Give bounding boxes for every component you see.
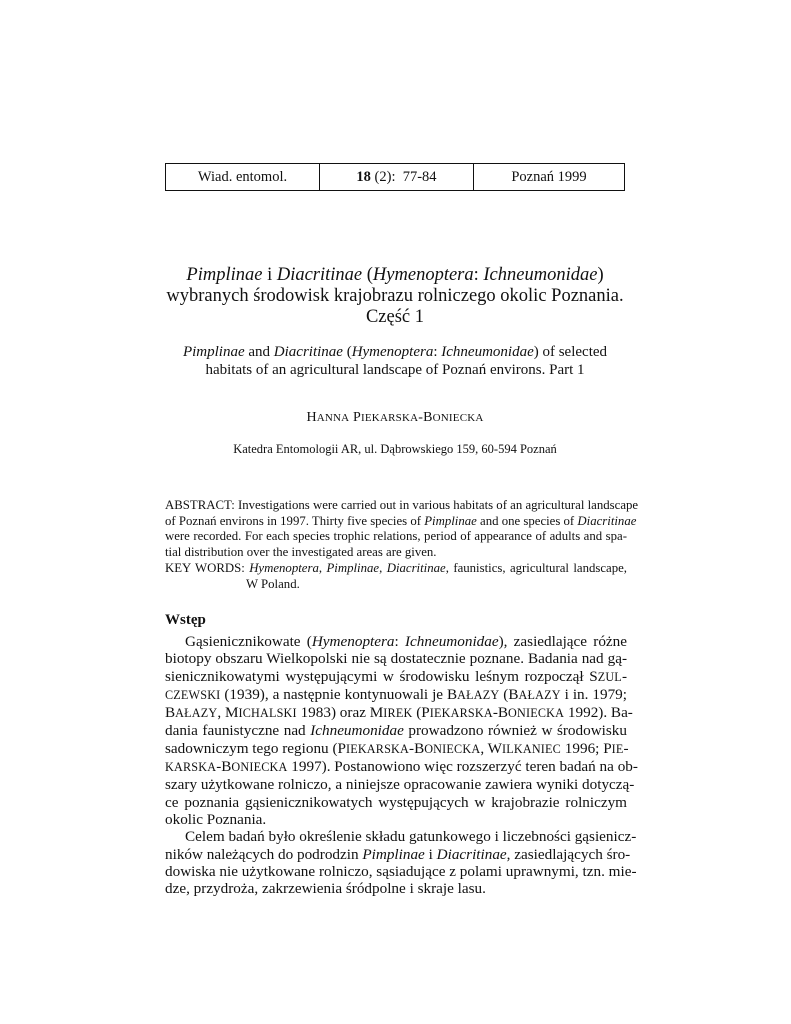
body-text-run: AŁAZY [457, 687, 500, 702]
english-title-line-1 [165, 343, 625, 361]
journal-header-table [165, 163, 625, 191]
body-line [165, 845, 631, 863]
title-line-2: wybranych środowisk krajobrazu rolniczego okolic Poznania. [166, 286, 624, 306]
body-text-run: i [424, 845, 437, 863]
body-text-run: ICHALSKI [238, 706, 297, 721]
abstract-line: were recorded. For each species trophic relations, period of appearance of adults and spa- [165, 529, 627, 543]
author-text: ONIECKA [432, 412, 484, 424]
body-text-run: P [421, 704, 430, 722]
body-text-run: IEKARSKA [345, 741, 410, 756]
body-text-run: M [224, 704, 239, 722]
body-text-run: , zasiedlających śro- [506, 845, 631, 863]
keyword: Pimplinae [326, 561, 380, 575]
body-line [165, 740, 627, 758]
body-line: Celem badań było określenie składu gatunkowego i liczebności gąsienicz- [185, 828, 637, 846]
author-text: IEKARSKA [361, 412, 419, 424]
abstract-line: tial distribution over the investigated areas are given. [165, 544, 437, 559]
body-text-run: 1997). Postanowiono więc rozszerzyć teren badań na ob- [287, 758, 638, 776]
body-text-run: 1992). Ba- [564, 704, 633, 722]
author-text: P [349, 410, 362, 425]
body-line: biotopy obszaru Wielkopolski nie są dostatecznie poznane. Badania nad gą- [165, 650, 627, 668]
keywords-line [165, 561, 627, 577]
body-text-run: IEKARSKA [429, 706, 493, 721]
taxon-name: Ichneumonidae [404, 633, 499, 650]
body-text-run: Gąsienicznikowate ( [185, 633, 312, 650]
keywords [165, 561, 627, 592]
body-text-run: - [621, 667, 627, 685]
body-line [165, 758, 638, 776]
body-text-run: P [337, 739, 346, 757]
author-text: ANNA [316, 412, 350, 424]
body-text-run: ONIECKA [231, 760, 288, 775]
body-line [165, 704, 633, 722]
author-text: H [306, 410, 317, 425]
abstract-line: ABSTRACT: Investigations were carried out in various habitats of an agricultural landscape [165, 498, 639, 512]
body-line: szary użytkowane rolniczo, a niniejsze opracowanie zawiera wyniki dotyczą- [165, 776, 635, 794]
title-text: ( [342, 344, 352, 360]
body-line: dze, przydroża, zakrzewienia śródpolne i skraje lasu. [165, 880, 486, 898]
abstract-line [165, 513, 637, 530]
body-text-run: : [394, 633, 405, 650]
english-title-line-2: habitats of an agricultural landscape of Poznań environs. Part 1 [205, 362, 585, 378]
body-text-run: ników należących do podrodzin [165, 845, 363, 863]
place-year: Poznań 1999 [511, 168, 587, 185]
place-year-cell [474, 164, 624, 190]
section-heading: Wstęp [165, 612, 206, 628]
title-text: ) [597, 265, 604, 285]
title-text: ( [362, 265, 373, 285]
title-line-3: Część 1 [365, 307, 425, 327]
body-text-run: S [589, 667, 598, 685]
body-text-run: AŁAZY [518, 687, 561, 702]
keyword-separator: , [318, 561, 327, 575]
body-text-run: ), zasiedlające różne [498, 633, 627, 650]
body-text-run: ZUL [597, 669, 622, 684]
body-text-run: ONIECKA [424, 741, 481, 756]
body-text-run: prowadzono również w środowisku [403, 722, 627, 740]
body-text-run: -B [216, 758, 232, 776]
keyword: Diacritinae [386, 561, 446, 575]
taxon-name: Diacritinae [436, 845, 507, 863]
keywords-label: KEY WORDS: [165, 561, 250, 575]
body-text-run: -B [492, 704, 508, 722]
body-line: dowiska nie użytkowane rolniczo, sąsiadujące z polami uprawnymi, tzn. mie- [165, 862, 637, 880]
title-text: i [262, 265, 277, 285]
english-title [165, 343, 625, 379]
body-text-run: ILKANIEC [501, 741, 561, 756]
taxon-name: Pimplinae [182, 344, 245, 360]
body-text-run: sadowniczym tego regionu ( [165, 739, 338, 757]
body-text-run: , [480, 739, 488, 757]
author-text: -B [418, 410, 433, 425]
body-text [165, 633, 638, 898]
body-text-run: ( [412, 704, 422, 722]
taxon-name: Ichneumonidae [483, 265, 598, 285]
body-text-run: - [623, 739, 629, 757]
body-line [165, 633, 627, 650]
body-text-run: KARSKA [165, 760, 217, 775]
keyword-separator: , [379, 561, 387, 575]
body-line [165, 722, 627, 739]
title-text: : [473, 265, 484, 285]
taxon-name: Diacritinae [577, 513, 637, 528]
volume-cell [320, 164, 474, 190]
body-text-run: , [217, 704, 225, 722]
keyword: Hymenoptera [249, 561, 319, 575]
taxon-name: Diacritinae [273, 344, 343, 360]
body-text-run: B [508, 685, 519, 703]
body-text-run: IREK [383, 706, 413, 721]
taxon-name: Hymenoptera [351, 344, 434, 360]
body-text-run: P [603, 739, 612, 757]
title-text: ) of selected [533, 344, 608, 360]
body-text-run: ONIECKA [508, 706, 565, 721]
body-text-run: (1939), a następnie kontynuowali je [220, 685, 447, 703]
body-text-run: -B [409, 739, 425, 757]
body-text-run: IE [611, 741, 624, 756]
taxon-name: Pimplinae [362, 845, 425, 863]
abstract-text: of Poznań environs in 1997. Thirty five species of [165, 513, 425, 528]
body-text-run: dania faunistyczne nad [165, 722, 311, 740]
body-text-run: CZEWSKI [165, 687, 221, 702]
title-line-1 [165, 265, 625, 286]
affiliation: Katedra Entomologii AR, ul. Dąbrowskiego 159, 60-594 Poznań [233, 442, 557, 456]
keywords-line: W Poland. [246, 576, 300, 591]
abstract-text: and one species of [476, 513, 578, 528]
body-line [165, 668, 627, 686]
body-text-run: B [447, 685, 458, 703]
abstract [165, 498, 639, 560]
body-line: ce poznania gąsienicznikowatych występujących w krajobrazie rolniczym [165, 793, 627, 811]
title-text: and [244, 344, 274, 360]
body-text-run: sienicznikowatymi występującymi w środowisku leśnym rozpoczął [165, 667, 590, 685]
body-text-run: 1983) oraz [296, 704, 370, 722]
journal-name-cell [166, 164, 320, 190]
author-name [165, 410, 625, 426]
taxon-name: Diacritinae [276, 265, 363, 285]
body-line [165, 686, 627, 704]
volume-number: 18 [356, 168, 371, 185]
title-text: : [433, 344, 442, 360]
taxon-name: Ichneumonidae [441, 344, 534, 360]
keyword: , faunistics, agricultural landscape, [445, 561, 628, 575]
taxon-name: Ichneumonidae [310, 722, 404, 740]
body-text-run: ( [499, 685, 509, 703]
body-text-run: 1996; [560, 739, 604, 757]
body-text-run: AŁAZY [175, 706, 218, 721]
body-text-run: M [369, 704, 384, 722]
taxon-name: Hymenoptera [372, 265, 474, 285]
journal-name: Wiad. entomol. [197, 168, 288, 185]
taxon-name: Pimplinae [424, 513, 477, 528]
body-text-run: B [165, 704, 176, 722]
paper-title [165, 265, 625, 328]
taxon-name: Pimplinae [186, 265, 263, 285]
body-text-run: W [487, 739, 502, 757]
body-text-run: i in. 1979; [560, 685, 627, 703]
taxon-name: Hymenoptera [311, 633, 395, 650]
issue-pages: (2): 77-84 [370, 168, 437, 185]
body-line: okolic Poznania. [165, 810, 267, 828]
